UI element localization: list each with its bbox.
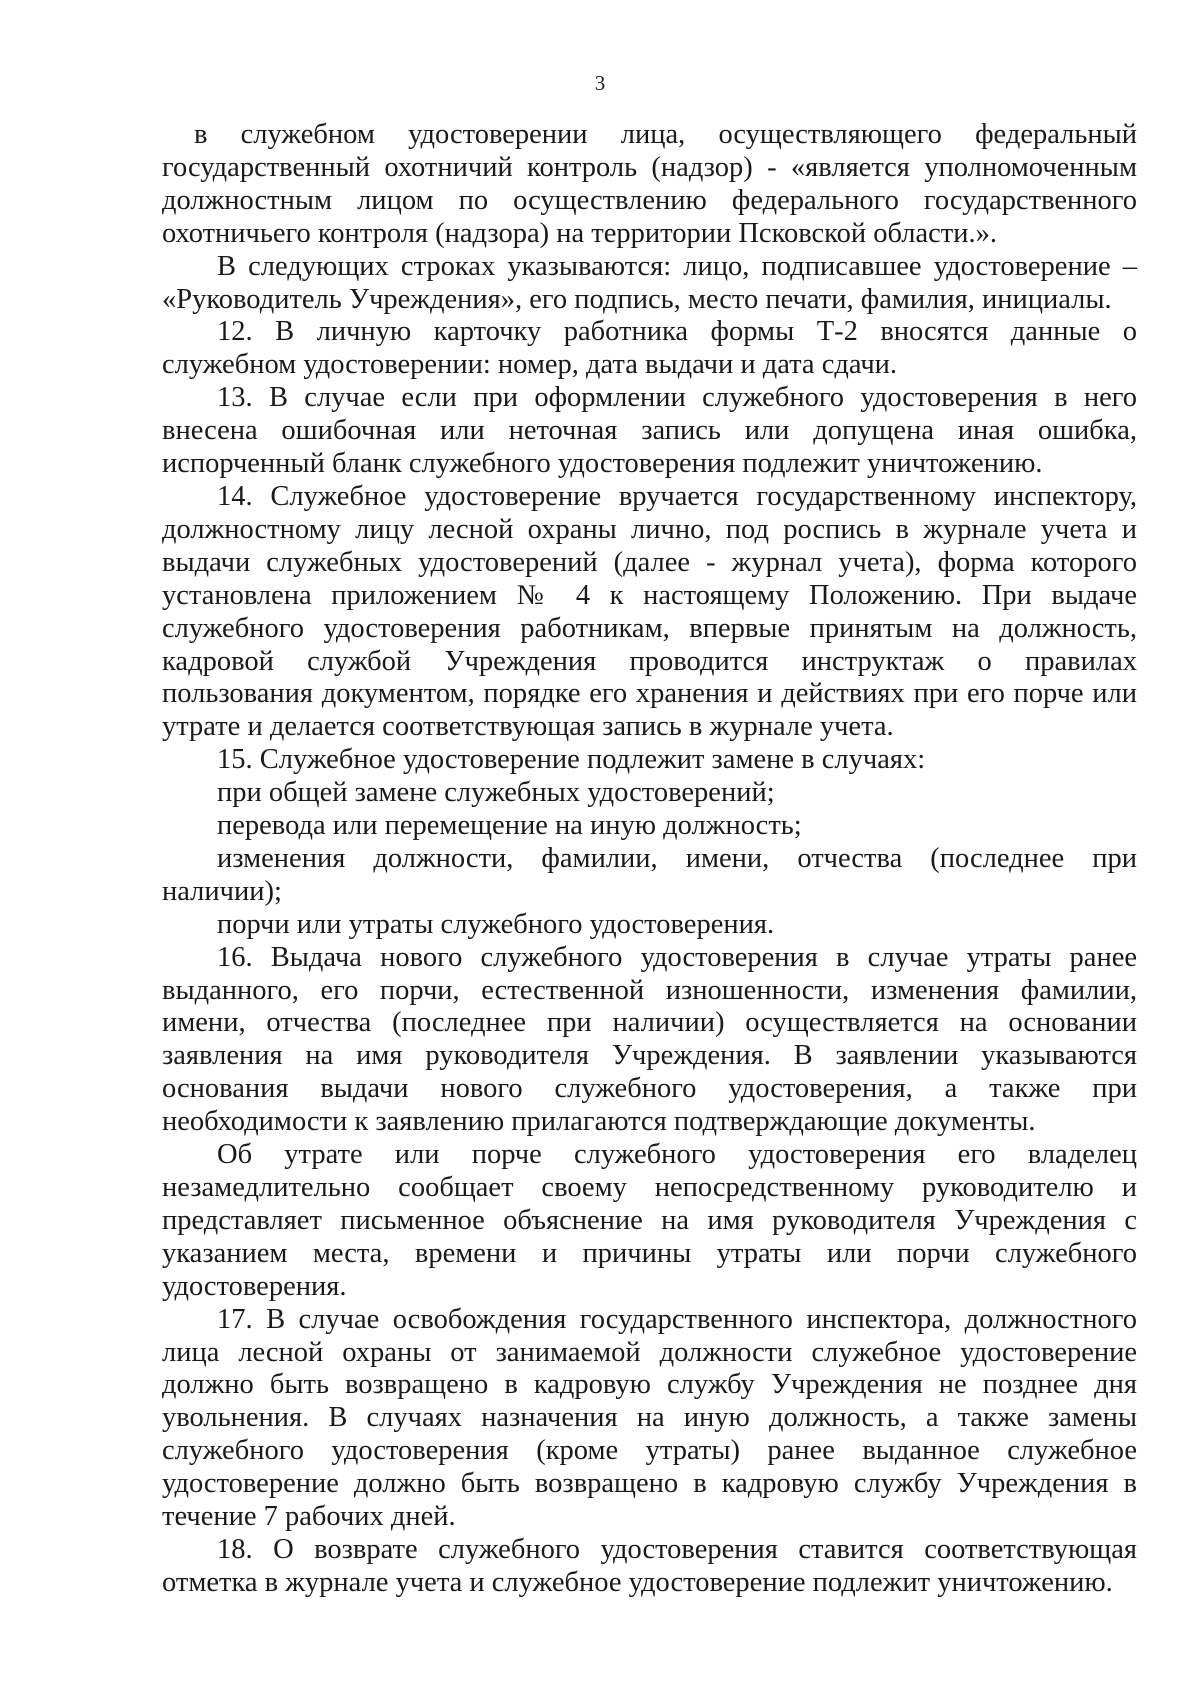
- paragraph-item-18: 18. О возврате служебного удостоверения ставится соответствующая отметка в журнале учета и служебное удостоверение подлежит уничтожению.: [162, 1533, 1137, 1598]
- paragraph-item-17: 17. В случае освобождения государственного инспектора, должностного лица лесной охраны от занимаемой должности служебное удостоверение должно быть возвращено в кадровую службу Учреждения не позднее дня увольнения. В случаях назначения на иную должность, а также замены служебного удостоверения (кроме утраты) ранее выданное служебное удостоверение должно быть возвращено в кадровую службу Учреждения в течение 7 рабочих дней.: [162, 1303, 1137, 1533]
- paragraph-item-12: 12. В личную карточку работника формы Т-2 вносятся данные о служебном удостоверении: номер, дата выдачи и дата сдачи.: [162, 316, 1137, 381]
- paragraph-item-14: 14. Служебное удостоверение вручается государственному инспектору, должностному лицу лесной охраны лично, под роспись в журнале учета и выдачи служебных удостоверений (далее - журнал учета), форма которого установлена приложением № 4 к настоящему Положению. При выдаче служебного удостоверения работникам, впервые принятым на должность, кадровой службой Учреждения проводится инструктаж о правилах пользования документом, порядке его хранения и действиях при его порче или утрате и делается соответствующая запись в журнале учета.: [162, 480, 1137, 743]
- page-number: 3: [594, 71, 606, 95]
- list-item-replacement-transfer: перевода или перемещение на иную должность;: [217, 810, 802, 842]
- paragraph-item-15: 15. Служебное удостоверение подлежит замене в случаях:: [217, 744, 926, 776]
- paragraph-item-16: 16. Выдача нового служебного удостоверения в случае утраты ранее выданного, его порчи, естественной изношенности, изменения фамилии, имени, отчества (последнее при наличии) осуществляется на основании заявления на имя руководителя Учреждения. В заявлении указываются основания выдачи нового служебного удостоверения, а также при необходимости к заявлению прилагаются подтверждающие документы.: [162, 941, 1137, 1138]
- paragraph-signature-lines: В следующих строках указываются: лицо, подписавшее удостоверение – «Руководитель Учреждения», его подпись, место печати, фамилия, инициалы.: [162, 250, 1137, 315]
- list-item-replacement-damage: порчи или утраты служебного удостоверения.: [217, 908, 775, 940]
- document-body: [162, 119, 1137, 1600]
- list-item-replacement-general: при общей замене служебных удостоверений;: [217, 777, 775, 809]
- paragraph-item-13: 13. В случае если при оформлении служебного удостоверения в него внесена ошибочная или неточная запись или допущена иная ошибка, испорченный бланк служебного удостоверения подлежит уничтожению.: [162, 382, 1137, 480]
- paragraph-loss-report: Об утрате или порче служебного удостоверения его владелец незамедлительно сообщает своему непосредственному руководителю и представляет письменное объяснение на имя руководителя Учреждения с указанием места, времени и причины утраты или порчи служебного удостоверения.: [162, 1139, 1137, 1302]
- list-item-replacement-name-change: изменения должности, фамилии, имени, отчества (последнее при наличии);: [162, 842, 1137, 907]
- paragraph-credential-text: в служебном удостоверении лица, осуществляющего федеральный государственный охотничий контроль (надзор) - «является уполномоченным должностным лицом по осуществлению федерального государственного охотничьего контроля (надзора) на территории Псковской области.».: [162, 119, 1137, 249]
